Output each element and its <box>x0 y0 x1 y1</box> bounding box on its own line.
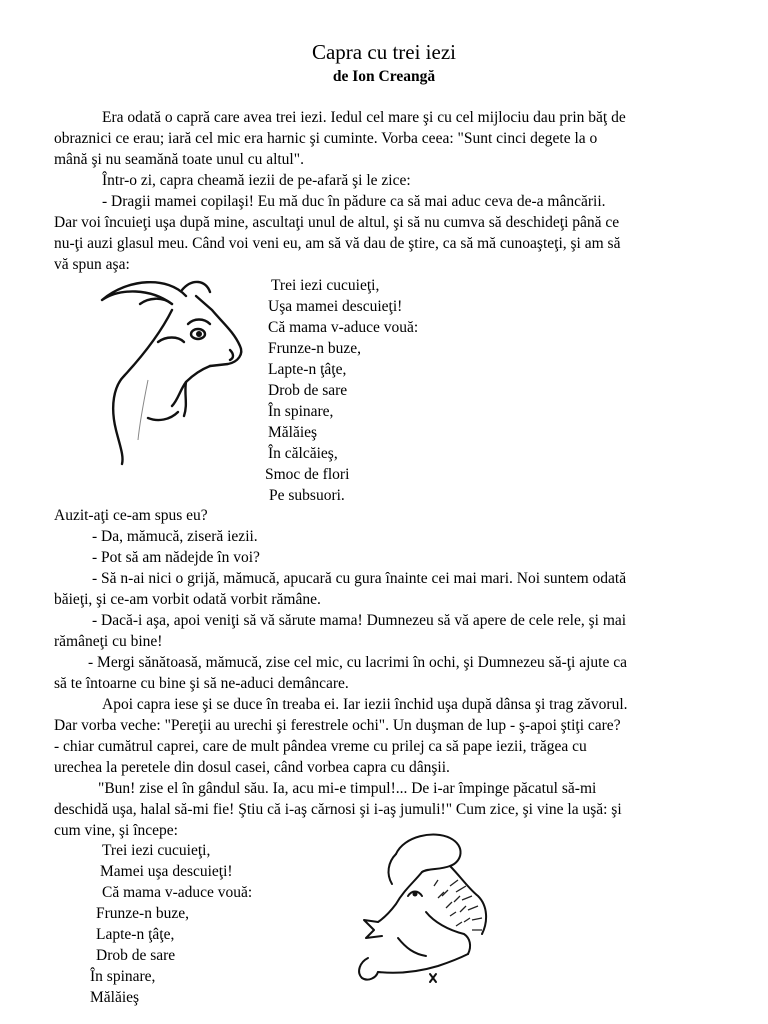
poem-line: Drob de sare <box>268 382 348 399</box>
paragraph-line: Apoi capra iese şi se duce în treaba ei. Iar iezii închid uşa după dânsa şi trag zăvorul. <box>102 696 628 713</box>
paragraph-line: să te întoarne cu bine şi să ne-aduci demâncare. <box>54 675 349 692</box>
poem-line: Că mama v-aduce vouă: <box>268 319 419 336</box>
poem-line: Drob de sare <box>96 947 176 964</box>
paragraph-line: "Bun! zise el în gândul său. Ia, acu mi-e timpul!... De i-ar împinge păcatul să-mi <box>98 780 597 797</box>
goat-illustration <box>88 270 253 470</box>
poem-line: Lapte-n ţâţe, <box>96 926 175 943</box>
paragraph-line: Dar voi încuieţi uşa după mine, ascultaţi unul de altul, şi să nu cumva să deschideţi până ce <box>54 214 620 231</box>
poem-line: În spinare, <box>90 968 156 985</box>
paragraph-line: - Să n-ai nici o grijă, mămucă, apucară cu gura înainte cei mai mari. Noi suntem odată <box>92 570 627 587</box>
author-line: de Ion Creangă <box>332 68 436 85</box>
poem-line: Mălăieş <box>268 424 318 441</box>
poem-line: Mălăieş <box>90 989 140 1006</box>
poem-line: Mamei uşa descuieţi! <box>100 863 233 880</box>
poem-line: Pe subsuori. <box>269 487 345 504</box>
paragraph-line: - Dragii mamei copilaşi! Eu mă duc în pădure ca să mai aduc ceva de-a mâncării. <box>102 193 606 210</box>
dialogue-line: - Pot să am nădejde în voi? <box>92 549 260 566</box>
paragraph-line: obraznici ce erau; iară cel mic era harnic şi cuminte. Vorba ceea: "Sunt cinci degete la o <box>54 130 598 147</box>
dialogue-line: Auzit-aţi ce-am spus eu? <box>54 507 208 524</box>
poem-line: Frunze-n buze, <box>268 340 361 357</box>
poem-line: Smoc de flori <box>265 466 350 483</box>
wolf-illustration <box>338 826 513 1001</box>
paragraph-line: băieţi, şi ce-am vorbit odată vorbit rămâne. <box>54 591 321 608</box>
paragraph-line: Dar vorba veche: "Pereţii au urechi şi ferestrele ochi". Un duşman de lup - ş-apoi ştiţi care? <box>54 717 621 734</box>
paragraph-line: Era odată o capră care avea trei iezi. Iedul cel mare şi cu cel mijlociu dau prin băţ de <box>102 109 626 126</box>
poem-line: În călcăieş, <box>268 445 338 462</box>
paragraph-line: vă spun aşa: <box>54 256 130 273</box>
paragraph-line: rămâneţi cu bine! <box>54 633 163 650</box>
paragraph-line: deschidă uşa, halal să-mi fie! Ştiu că i-aş cărnosi şi i-aş jumuli!" Cum zice, şi vine la uşă: şi <box>54 801 622 818</box>
poem-line: Trei iezi cucuieţi, <box>102 842 211 859</box>
paragraph-line: - Dacă-i aşa, apoi veniţi să vă sărute mama! Dumnezeu să vă apere de cele rele, şi mai <box>92 612 627 629</box>
poem-line: Uşa mamei descuieţi! <box>268 298 403 315</box>
paragraph-line: - chiar cumătrul caprei, care de mult pândea vreme cu prilej ca să pape iezii, trăgea cu <box>54 738 587 755</box>
poem-line: Frunze-n buze, <box>96 905 189 922</box>
paragraph-line: nu-ţi auzi glasul meu. Când voi veni eu, am să vă dau de ştire, ca să mă cunoaşteţi, şi am să <box>54 235 621 252</box>
poem-line: Că mama v-aduce vouă: <box>102 884 253 901</box>
page-title: Capra cu trei iezi <box>311 40 456 64</box>
paragraph-line: Într-o zi, capra cheamă iezii de pe-afară şi le zice: <box>102 172 411 189</box>
paragraph-line: - Mergi sănătoasă, mămucă, zise cel mic, cu lacrimi în ochi, şi Dumnezeu să-ţi ajute ca <box>88 654 627 671</box>
paragraph-line: urechea la peretele din dosul casei, când vorbea capra cu dânşii. <box>54 759 450 776</box>
dialogue-line: - Da, mămucă, ziseră iezii. <box>92 528 258 545</box>
poem-line: Trei iezi cucuieţi, <box>271 277 380 294</box>
poem-line: Lapte-n ţâţe, <box>268 361 347 378</box>
poem-line: În spinare, <box>268 403 334 420</box>
paragraph-line: cum vine, şi începe: <box>54 822 178 839</box>
paragraph-line: mână şi nu seamănă toate unul cu altul". <box>54 151 304 168</box>
